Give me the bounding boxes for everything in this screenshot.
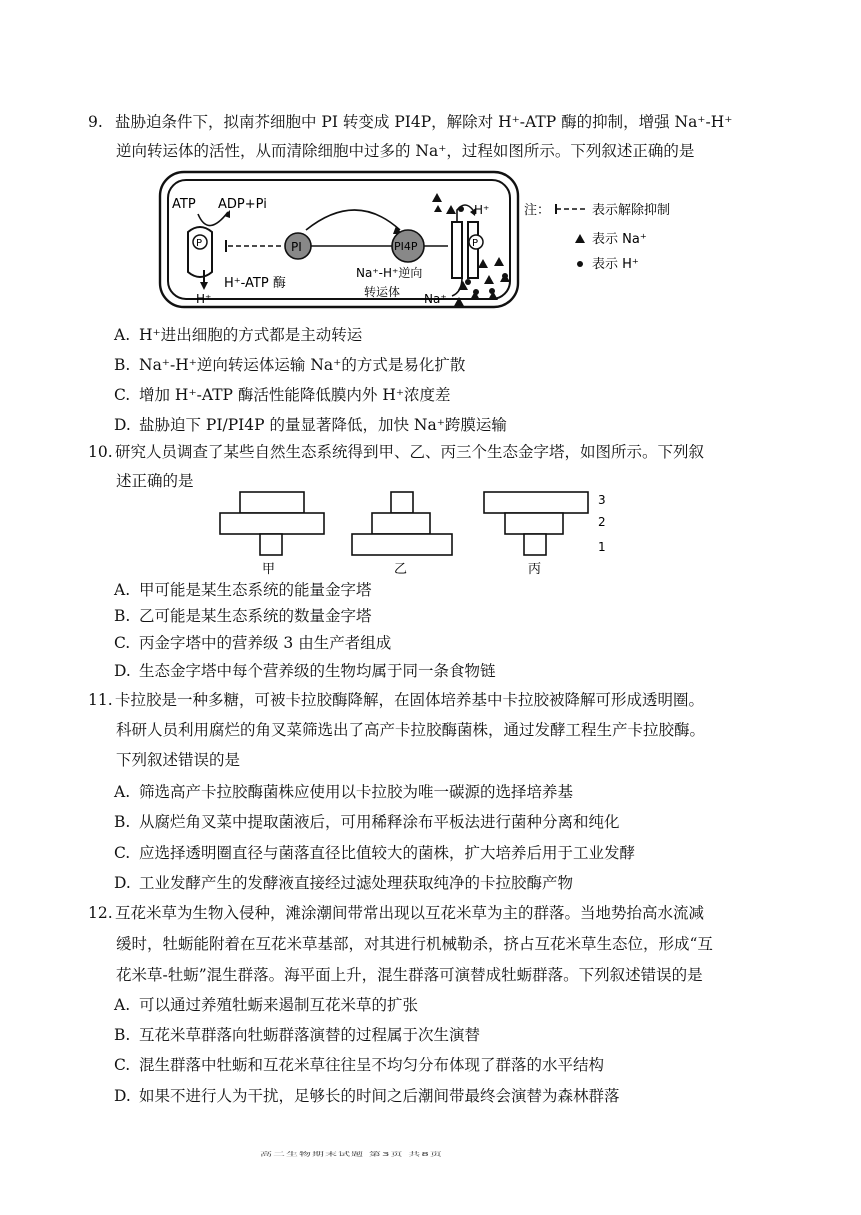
q10-option-a: A. 甲可能是某生态系统的能量金字塔 xyxy=(114,581,372,599)
q10-option-c: C. 丙金字塔中的营养级 3 由生产者组成 xyxy=(114,634,392,652)
pi-label: PI xyxy=(291,240,302,254)
q12-option-b: B. 互花米草群落向牡蛎群落演替的过程属于次生演替 xyxy=(114,1026,481,1044)
q9-stem-line1: 9. 盐胁迫条件下，拟南芥细胞中 PI 转变成 PI4P，解除对 H⁺-ATP 酶的抑制，增强 Na⁺-H⁺ xyxy=(88,113,733,131)
ion-cluster-top xyxy=(432,193,464,214)
pyramid-label-jia: 甲 xyxy=(262,562,276,577)
q12-stem-line3: 花米草-牡蛎”混生群落。海平面上升，混生群落可演替成牡蛎群落。下列叙述错误的是 xyxy=(116,966,703,984)
q9-membrane-diagram xyxy=(0,0,861,320)
q9-option-b: B. Na⁺-H⁺逆向转运体运输 Na⁺的方式是易化扩散 xyxy=(114,356,466,374)
pyramid-bing xyxy=(484,492,588,555)
atp-arrow xyxy=(198,212,228,226)
q11-option-b: B. 从腐烂角叉菜中提取菌液后，可用稀释涂布平板法进行菌种分离和纯化 xyxy=(114,813,620,831)
q10-stem-line2: 述正确的是 xyxy=(116,472,194,490)
question-number: 10. xyxy=(88,443,113,461)
note-label: 注： xyxy=(524,203,551,218)
pyramid-yi xyxy=(352,492,452,555)
q12-stem-line1: 12. 互花米草为生物入侵种，滩涂潮间带常出现以互花米草为主的群落。当地势抬高水流减 xyxy=(88,904,705,922)
pyramid-jia xyxy=(220,492,324,555)
q11-option-a: A. 筛选高产卡拉胶酶菌株应使用以卡拉胶为唯一碳源的选择培养基 xyxy=(114,783,574,801)
q10-pyramid-diagram xyxy=(0,480,861,580)
q9-stem-line2: 逆向转运体的活性，从而清除细胞中过多的 Na⁺，过程如图所示。下列叙述正确的是 xyxy=(116,142,695,160)
legend-inhibit: 表示解除抑制 xyxy=(592,203,671,218)
q9-option-d: D. 盐胁迫下 PI/PI4P 的量显著降低，加快 Na⁺跨膜运输 xyxy=(114,416,507,434)
q11-stem-line2: 科研人员利用腐烂的角叉菜筛选出了高产卡拉胶酶菌株，通过发酵工程生产卡拉胶酶。 xyxy=(116,721,706,739)
page-footer: 高二生物期末试题 第3页 共8页 xyxy=(260,1150,443,1158)
h-plus-out-label: H⁺ xyxy=(196,292,212,306)
q11-option-d: D. 工业发酵产生的发酵液直接经过滤处理获取纯净的卡拉胶酶产物 xyxy=(114,874,574,892)
legend-h: 表示 H⁺ xyxy=(592,257,639,272)
q12-stem-line2: 缓时，牡蛎能附着在互花米草基部，对其进行机械勒杀，挤占互花米草生态位，形成“互 xyxy=(116,935,713,953)
na-plus-label: Na⁺ xyxy=(424,292,447,306)
pyramid-label-yi: 乙 xyxy=(394,562,408,577)
h-atpase-label: H⁺-ATP 酶 xyxy=(224,276,286,291)
adp-label: ADP+Pi xyxy=(218,197,267,212)
phosphate-label: P xyxy=(196,238,203,249)
q11-option-c: C. 应选择透明圈直径与菌落直径比值较大的菌株，扩大培养后用于工业发酵 xyxy=(114,844,636,862)
q11-stem-line1: 11. 卡拉胶是一种多糖，可被卡拉胶酶降解，在固体培养基中卡拉胶被降解可形成透明圈。 xyxy=(88,691,705,709)
level-2: 2 xyxy=(598,515,606,529)
level-1: 1 xyxy=(598,540,606,554)
q9-option-c: C. 增加 H⁺-ATP 酶活性能降低膜内外 H⁺浓度差 xyxy=(114,386,451,404)
q12-option-c: C. 混生群落中牡蛎和互花米草往往呈不均匀分布体现了群落的水平结构 xyxy=(114,1056,605,1074)
pi-to-pi4p-arrow xyxy=(306,210,400,230)
q9-option-a: A. H⁺进出细胞的方式都是主动转运 xyxy=(114,326,363,344)
q10-option-d: D. 生态金字塔中每个营养级的生物均属于同一条食物链 xyxy=(114,662,496,680)
question-number: 12. xyxy=(88,904,113,922)
q10-stem-line1: 10. 研究人员调查了某些自然生态系统得到甲、乙、丙三个生态金字塔，如图所示。下列叙 xyxy=(88,443,705,461)
h-plus-top-label: H⁺ xyxy=(474,203,490,217)
antiporter-label-1: Na⁺-H⁺逆向 xyxy=(356,266,423,280)
q10-option-b: B. 乙可能是某生态系统的数量金字塔 xyxy=(114,607,372,625)
legend-na: 表示 Na⁺ xyxy=(592,232,647,247)
level-3: 3 xyxy=(598,493,606,507)
pi4p-label: PI4P xyxy=(394,240,418,253)
svg-text:P: P xyxy=(472,238,479,249)
antiporter-label-2: 转运体 xyxy=(364,285,401,299)
pyramid-label-bing: 丙 xyxy=(528,562,542,577)
q11-stem-line3: 下列叙述错误的是 xyxy=(116,751,241,769)
atp-label: ATP xyxy=(172,197,196,212)
question-number: 11. xyxy=(88,691,113,709)
q12-option-a: A. 可以通过养殖牡蛎来遏制互花米草的扩张 xyxy=(114,996,419,1014)
question-number: 9. xyxy=(88,113,103,131)
q12-option-d: D. 如果不进行人为干扰，足够长的时间之后潮间带最终会演替为森林群落 xyxy=(114,1087,620,1105)
